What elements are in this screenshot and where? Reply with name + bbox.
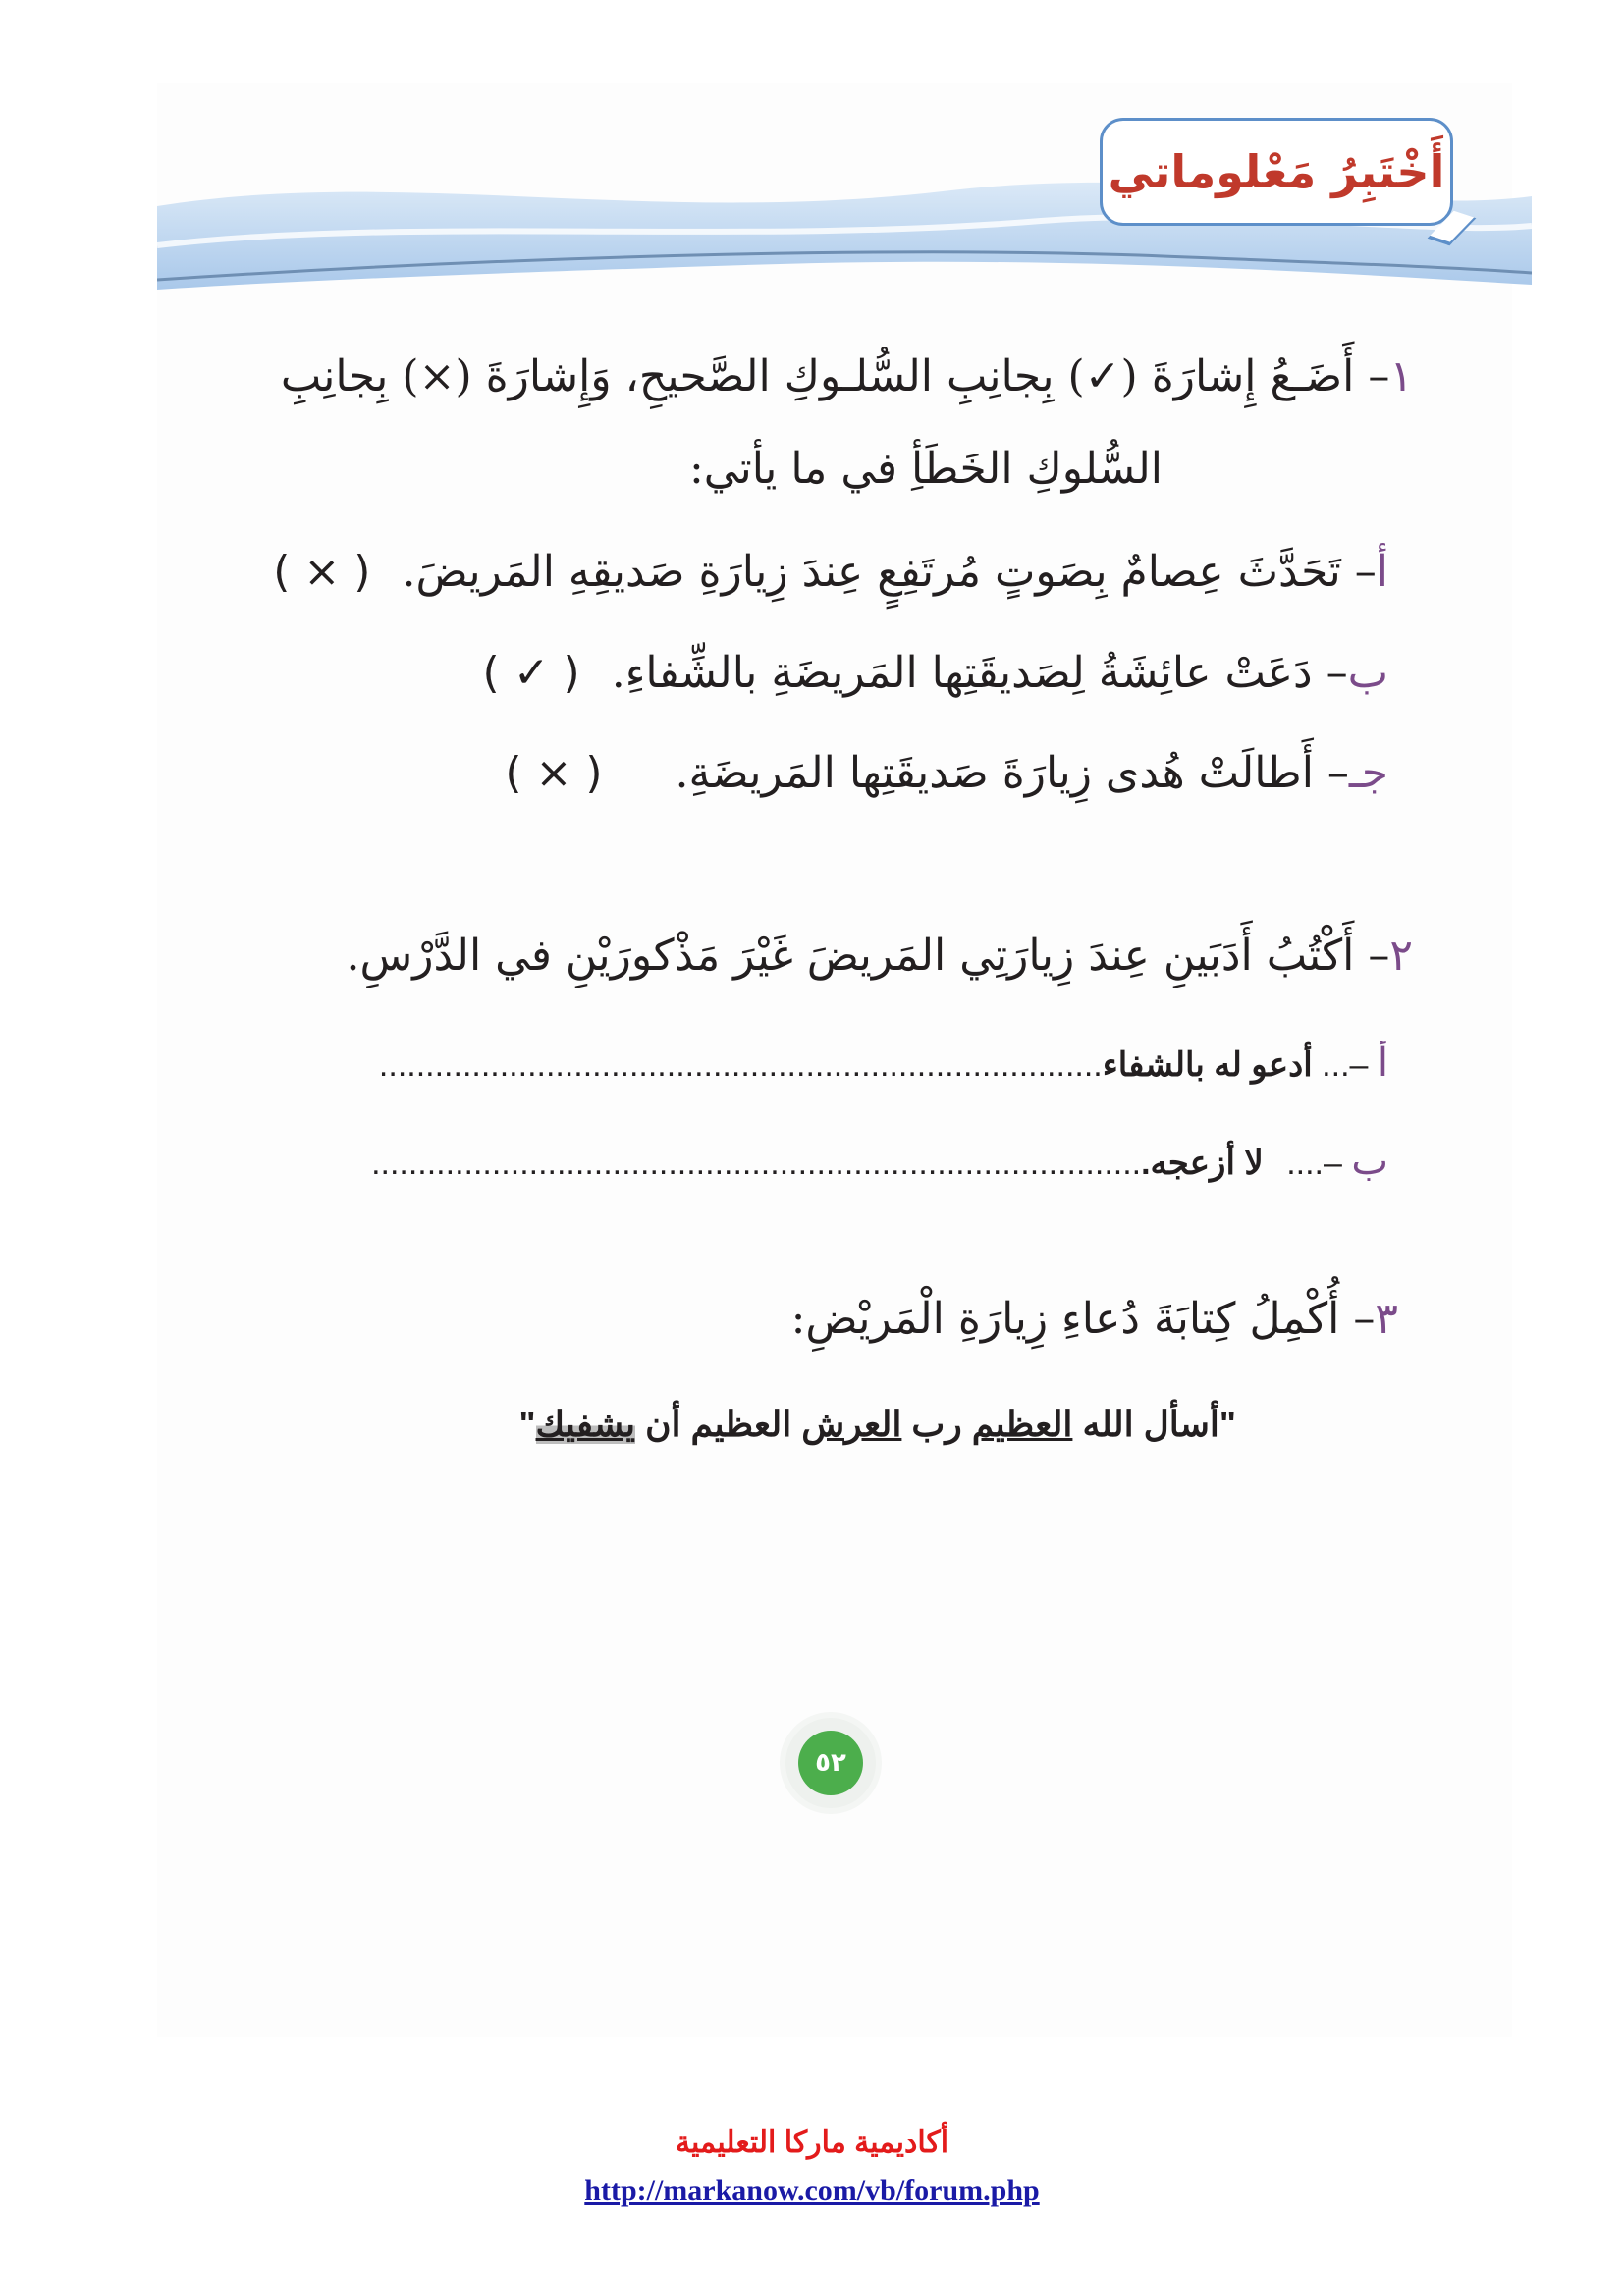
item-letter: جـ [1348,748,1388,798]
dua-w1: أسأل الله [1082,1404,1219,1444]
dua-w2: العظيم [971,1404,1073,1444]
answer-text: لا أزعجه. [1141,1145,1264,1182]
answer-letter: أ [1377,1041,1388,1086]
answer-letter: ب [1351,1139,1388,1184]
item-letter: أ [1376,547,1388,597]
q2-instruction: – أَكْتُبُ أَدَبَينِ عِندَ زِيارَتِي المَريضَ غَيْرَ مَذْكورَيْنِ في الدَّرْسِ. [346,931,1390,981]
answer-dots: ................................................................................... [371,1145,1142,1182]
item-text: – تَحَدَّثَ عِصامٌ بِصَوتٍ مُرتَفِعٍ عِندَ زِيارَةِ صَديقِهِ المَريضَ. [402,547,1377,597]
item-letter: ب [1347,648,1388,698]
page-number-badge [785,1718,876,1808]
dua-w6: يشفيك [535,1404,636,1444]
q1-item-b [483,648,1388,700]
answer-prefix: –.... [1286,1145,1342,1182]
q2-answer-b [230,1139,1388,1184]
footer-url-link[interactable]: http://markanow.com/vb/forum.php [584,2174,1040,2207]
title-box [1100,118,1453,226]
item-mark: ( × ) [505,748,603,798]
q2-line1 [347,931,1413,983]
dua-open-quote: " [1218,1404,1236,1444]
item-text: – أَطالَتْ هُدى زِيارَةَ صَديقَتِها المَريضَةِ. [675,748,1349,798]
q1-item-c [505,748,1388,800]
q1-line1 [281,351,1413,403]
q2-number: ٢ [1389,931,1413,981]
item-mark: ( × ) [273,547,371,597]
item-text: – دَعَتْ عائِشَةُ لِصَديقَتِها المَريضَةِ بالشِّفاءِ. [611,648,1348,698]
q3-number: ٣ [1375,1294,1398,1344]
footer-link-row [0,2174,1624,2208]
q3-instruction: – أُكْمِلُ كِتابَةَ دُعاءِ زِيارَةِ الْمَريْضِ: [790,1294,1376,1344]
dua-w3: رب [911,1404,962,1444]
page-title: أَخْتَبِرُ مَعْلوماتي [1108,145,1445,198]
answer-text: أدعو له بالشفاء [1102,1046,1313,1084]
q1-instruction: – أَضَـعُ إِشارَةَ (✓) بِجانِبِ السُّلـوكِ الصَّحيحِ، وَإِشارَةَ (×) بِجانِبِ [280,351,1390,401]
dua-text [518,1404,1236,1445]
dua-w4: العرش [801,1404,902,1444]
dua-close-quote: " [518,1404,536,1444]
q3-line1 [791,1294,1398,1346]
q2-answer-a [210,1041,1388,1086]
footer-site-name: أكاديمية ماركا التعليمية [675,2126,949,2159]
q1-line2: السُّلوكِ الخَطَأِ في ما يأتي: [688,444,1163,494]
item-mark: ( ✓ ) [482,648,580,698]
answer-prefix: –... [1322,1046,1369,1084]
page-number: ٥٢ [798,1731,863,1795]
answer-dots: .............................................................................. [378,1046,1103,1084]
q1-number: ١ [1389,351,1413,401]
dua-w5: العظيم أن [645,1404,792,1444]
q1-item-a [273,547,1388,599]
